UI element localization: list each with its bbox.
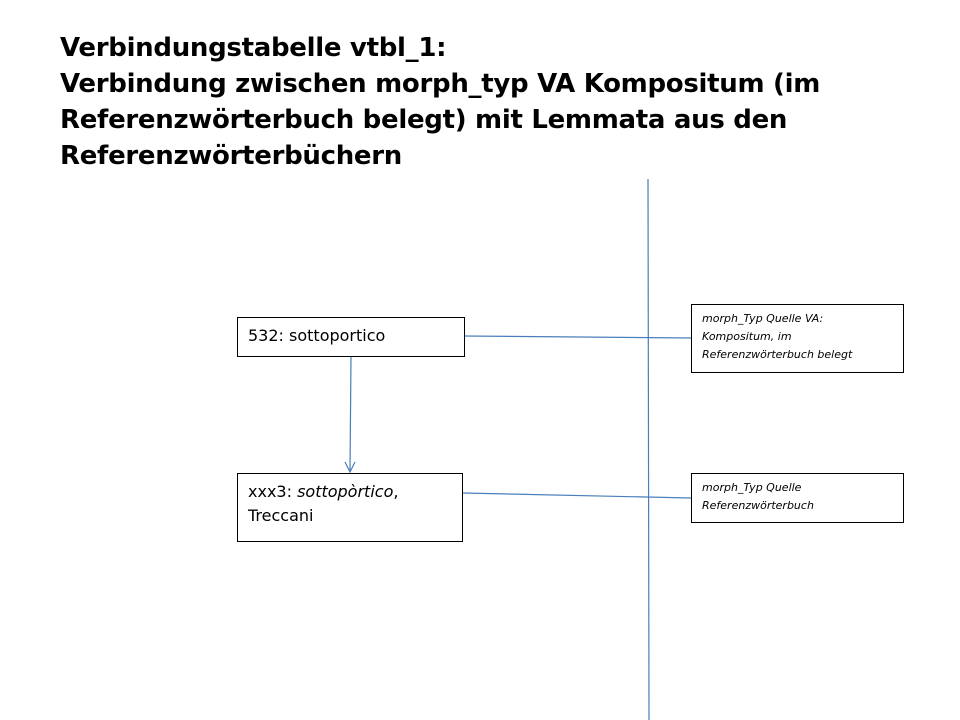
connector-va-to-note — [464, 336, 691, 338]
entry-ref-lemma: sottopòrtico — [297, 482, 394, 501]
title-line-2: Verbindung zwischen morph_typ VA Kompositum (im — [60, 69, 820, 99]
note-va-label: morph_Typ Quelle VA: Kompositum, im Referenzwörterbuch belegt — [702, 312, 853, 361]
title-line-3: Referenzwörterbuch belegt) mit Lemmata aus den — [60, 105, 788, 135]
entry-ref-source: Treccani — [248, 506, 314, 525]
vertical-divider-line — [648, 179, 649, 720]
arrow-va-to-ref — [350, 356, 351, 471]
entry-ref-suffix: , — [393, 482, 399, 501]
entry-ref-prefix: xxx3: — [248, 482, 298, 501]
title-line-1: Verbindungstabelle vtbl_1: — [60, 33, 447, 63]
note-box-reference-source — [691, 473, 904, 523]
entry-box-va — [237, 317, 465, 357]
entry-box-reference — [237, 473, 463, 542]
connector-ref-to-note — [463, 493, 691, 498]
note-box-va-source — [691, 304, 904, 373]
entry-va-label: 532: sottoportico — [248, 326, 386, 345]
title-line-4: Referenzwörterbüchern — [60, 141, 402, 171]
note-ref-label: morph_Typ Quelle Referenzwörterbuch — [702, 481, 814, 512]
